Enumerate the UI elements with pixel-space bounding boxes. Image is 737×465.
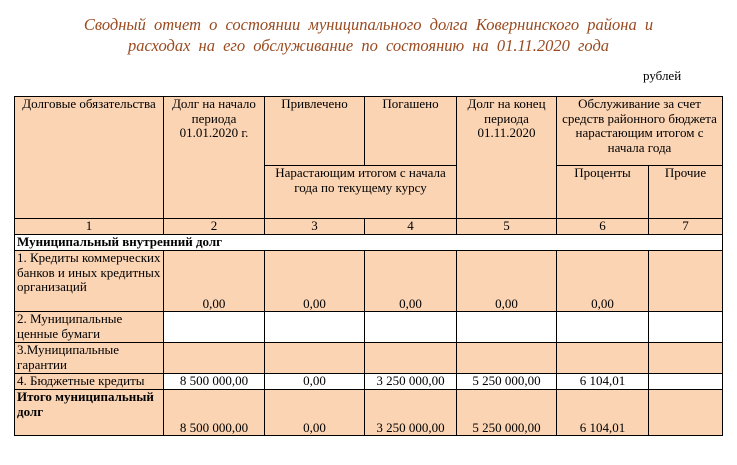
- cell-value: 0,00: [557, 251, 649, 312]
- total-value: 6 104,01: [557, 390, 649, 436]
- cell-value: [365, 343, 457, 374]
- header-repaid: Погашено: [365, 97, 457, 166]
- header-interest: Проценты: [557, 166, 649, 219]
- cell-value: [557, 343, 649, 374]
- column-number: 5: [457, 219, 557, 235]
- header-attracted: Привлечено: [265, 97, 365, 166]
- total-name: Итого муниципальный долг: [15, 390, 164, 436]
- report-title-line-1: Сводный отчет о состоянии муниципального долга Ковернинского района и: [83, 15, 654, 34]
- cell-value: [457, 312, 557, 343]
- cell-value: 0,00: [457, 251, 557, 312]
- cell-value: 5 250 000,00: [457, 374, 557, 390]
- total-value: 8 500 000,00: [164, 390, 265, 436]
- column-number: 4: [365, 219, 457, 235]
- total-value: 0,00: [265, 390, 365, 436]
- table-row: [15, 312, 723, 343]
- table-row-total: [15, 390, 723, 436]
- column-number: 2: [164, 219, 265, 235]
- header-debt-end: Долг на конец периода 01.11.2020: [457, 97, 557, 219]
- total-value: [649, 390, 723, 436]
- row-name: 3.Муниципальные гарантии: [15, 343, 164, 374]
- cell-value: [557, 312, 649, 343]
- header-servicing: Обслуживание за счет средств районного бюджета нарастающим итогом с начала года: [557, 97, 723, 166]
- table-row: [15, 343, 723, 374]
- table-row: [15, 251, 723, 312]
- cell-value: [649, 374, 723, 390]
- cell-value: [649, 251, 723, 312]
- cell-value: [265, 343, 365, 374]
- total-value: 5 250 000,00: [457, 390, 557, 436]
- total-value: 3 250 000,00: [365, 390, 457, 436]
- row-name: 2. Муниципальные ценные бумаги: [15, 312, 164, 343]
- cell-value: [649, 312, 723, 343]
- cell-value: [164, 312, 265, 343]
- cell-value: 6 104,01: [557, 374, 649, 390]
- column-number: 3: [265, 219, 365, 235]
- cell-value: 3 250 000,00: [365, 374, 457, 390]
- header-obligations: Долговые обязательства: [15, 97, 164, 219]
- cell-value: 8 500 000,00: [164, 374, 265, 390]
- cell-value: [365, 312, 457, 343]
- debt-table: [14, 96, 723, 436]
- cell-value: 0,00: [265, 251, 365, 312]
- cell-value: 0,00: [265, 374, 365, 390]
- cell-value: [265, 312, 365, 343]
- row-name: 1. Кредиты коммерческих банков и иных кредитных организаций: [15, 251, 164, 312]
- cell-value: 0,00: [164, 251, 265, 312]
- section-internal-debt: Муниципальный внутренний долг: [15, 235, 723, 251]
- cell-value: [164, 343, 265, 374]
- cell-value: [649, 343, 723, 374]
- header-cumulative: Нарастающим итогом с начала года по текущему курсу: [265, 166, 457, 219]
- report-title-line-2: расходах на его обслуживание по состоянию на 01.11.2020 года: [127, 36, 610, 55]
- column-number: 1: [15, 219, 164, 235]
- header-debt-start: Долг на начало периода 01.01.2020 г.: [164, 97, 265, 219]
- report-title: [0, 14, 737, 56]
- header-other: Прочие: [649, 166, 723, 219]
- table-row: [15, 374, 723, 390]
- cell-value: 0,00: [365, 251, 457, 312]
- column-number: 7: [649, 219, 723, 235]
- row-name: 4. Бюджетные кредиты: [15, 374, 164, 390]
- cell-value: [457, 343, 557, 374]
- units-label: рублей: [643, 68, 682, 83]
- column-number: 6: [557, 219, 649, 235]
